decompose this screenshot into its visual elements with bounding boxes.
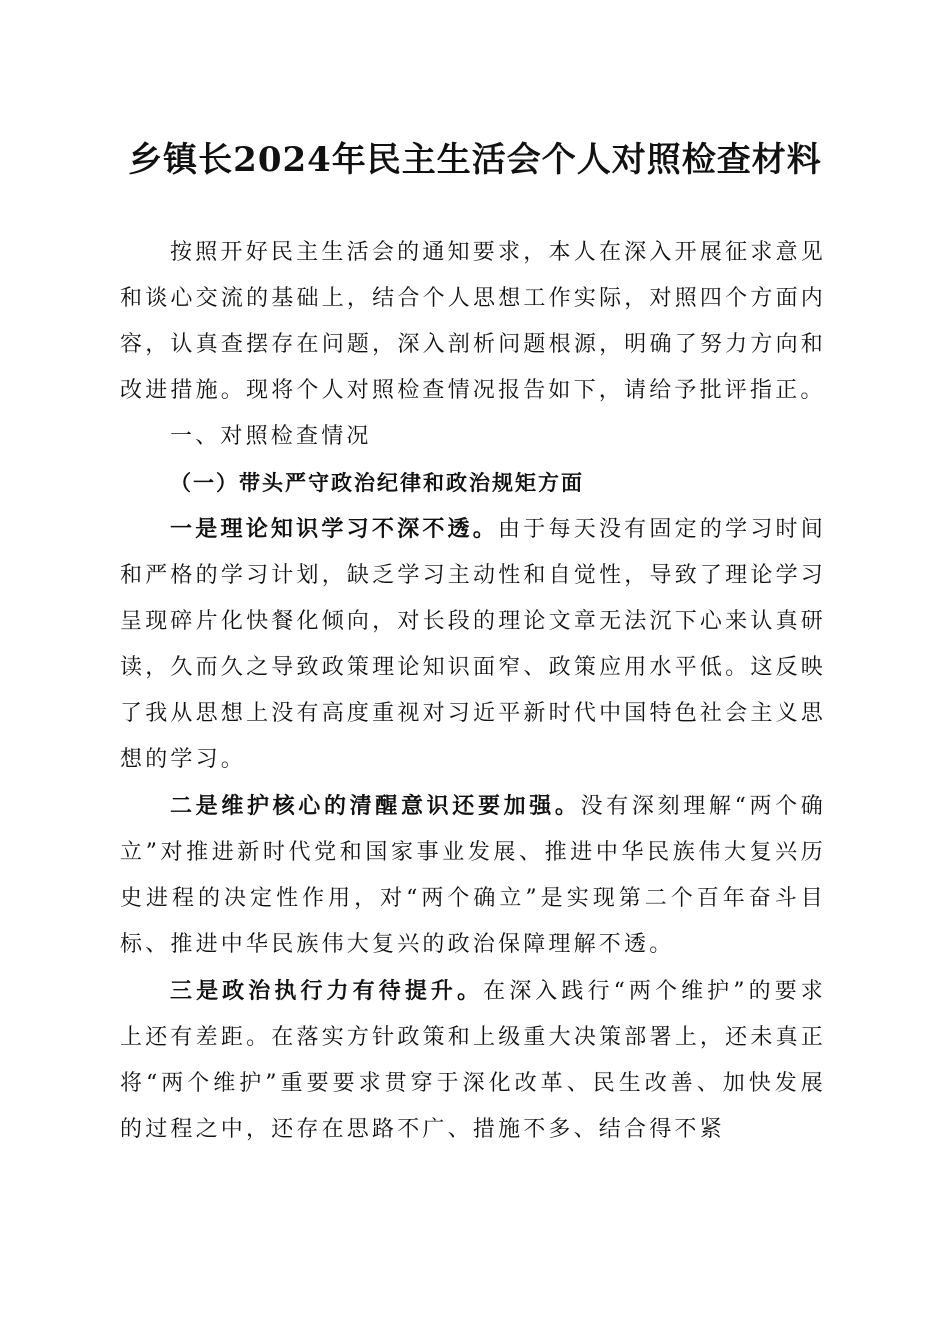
document-title: 乡镇长2024年民主生活会个人对照检查材料 xyxy=(128,140,822,180)
point-paragraph-1 xyxy=(120,506,826,783)
intro-paragraph: 按照开好民主生活会的通知要求，本人在深入开展征求意见和谈心交流的基础上，结合个人思想工作实际，对照四个方面内容，认真查摆存在问题，深入剖析问题根源，明确了努力方向和改进措施。现将个人对照检查情况报告如下，请给予批评指正。 xyxy=(120,240,826,403)
point-lead-1: 一是理论知识学习不深不透。 xyxy=(170,516,499,542)
point-text-2: 没有深刻理解“两个确立”对推进新时代党和国家事业发展、推进中华民族伟大复兴历史进程的决定性作用，对“两个确立”是实现第二个百年奋斗目标、推进中华民族伟大复兴的政治保障理解不透。 xyxy=(120,794,826,957)
point-text-1: 由于每天没有固定的学习时间和严格的学习计划，缺乏学习主动性和自觉性，导致了理论学习呈现碎片化快餐化倾向，对长段的理论文章无法沉下心来认真研读，久而久之导致政策理论知识面窄、政策应用水平低。这反映了我从思想上没有高度重视对习近平新时代中国特色社会主义思想的学习。 xyxy=(120,517,826,772)
point-paragraph-3 xyxy=(120,968,826,1153)
point-lead-3: 三是政治执行力有待提升。 xyxy=(170,978,484,1004)
subsection-heading: （一）带头严守政治纪律和政治规矩方面 xyxy=(170,470,584,495)
point-paragraph-2 xyxy=(120,783,826,968)
point-lead-2: 二是维护核心的清醒意识还要加强。 xyxy=(170,793,581,819)
section-heading: 一、对照检查情况 xyxy=(170,424,372,449)
point-text-3: 在深入践行“两个维护”的要求上还有差距。在落实方针政策和上级重大决策部署上，还未真正将“两个维护”重要要求贯穿于深化改革、民生改善、加快发展的过程之中，还存在思路不广、措施不多、结合得不紧 xyxy=(120,979,826,1142)
document-body xyxy=(120,230,826,1153)
